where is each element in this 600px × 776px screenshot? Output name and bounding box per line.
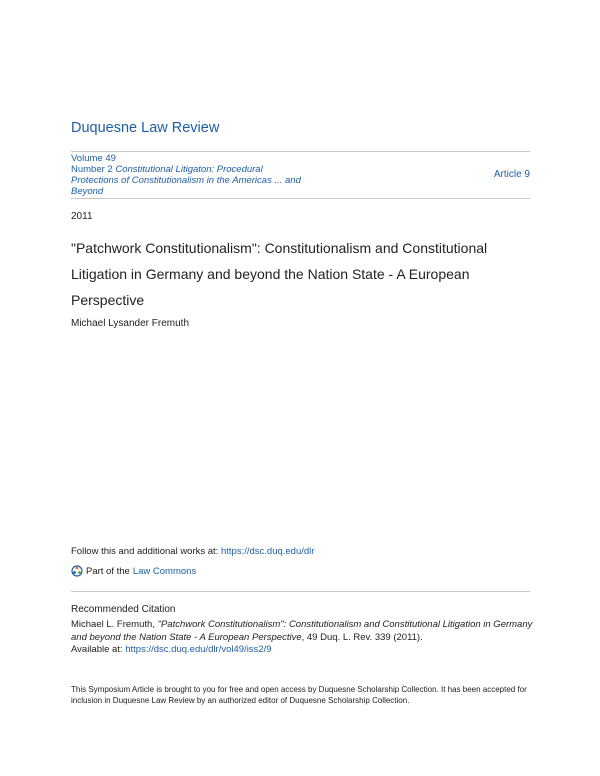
issue-info [71,153,311,197]
issue-number-link[interactable] [71,164,301,197]
citation-url-link[interactable]: https://dsc.duq.edu/dlr/vol49/iss2/9 [125,644,272,655]
follow-text: Follow this and additional works at: [71,546,219,557]
part-of-prefix: Part of the [86,565,130,577]
issue-number-title: Constitutional Litigaton: Procedural Protections of Constitutionalism in the Americas ... and Beyond [71,164,301,197]
network-icon [71,565,83,577]
issue-number-label: Number 2 [71,164,113,175]
top-divider [71,151,530,152]
article-title: "Patchwork Constitutionalism": Constitutionalism and Constitutional Litigation in Germany and beyond the Nation State - A European Perspective [71,240,488,308]
citation-source: , 49 Duq. L. Rev. 339 (2011). [301,631,423,643]
article-number-link[interactable]: Article 9 [493,169,530,180]
citation-body [71,619,536,657]
part-of-line [71,565,196,577]
journal-title-link[interactable]: Duquesne Law Review [71,120,220,136]
follow-line [71,546,314,557]
issue-divider [71,198,530,199]
article-author: Michael Lysander Fremuth [71,318,190,329]
volume-link[interactable]: Volume 49 [71,153,116,164]
law-commons-link[interactable]: Law Commons [132,565,197,577]
citation-divider [71,591,530,592]
available-label: Available at: [71,644,123,655]
citation-heading: Recommended Citation [71,604,176,615]
publication-year: 2011 [71,211,93,222]
footer-note: This Symposium Article is brought to you for free and open access by Duquesne Scholarship Collection. It has been accepted for inclusion in Duquesne Law Review by an authorized editor of Duquesne Scholarship Collection. [71,685,527,705]
citation-author: Michael L. Fremuth, [71,619,155,630]
citation-title: "Patchwork Constitutionalism": Constitutionalism and Constitutional Litigation in Germany and beyond the Nation State - A European Perspective [71,619,533,643]
follow-url-link[interactable]: https://dsc.duq.edu/dlr [220,546,315,557]
